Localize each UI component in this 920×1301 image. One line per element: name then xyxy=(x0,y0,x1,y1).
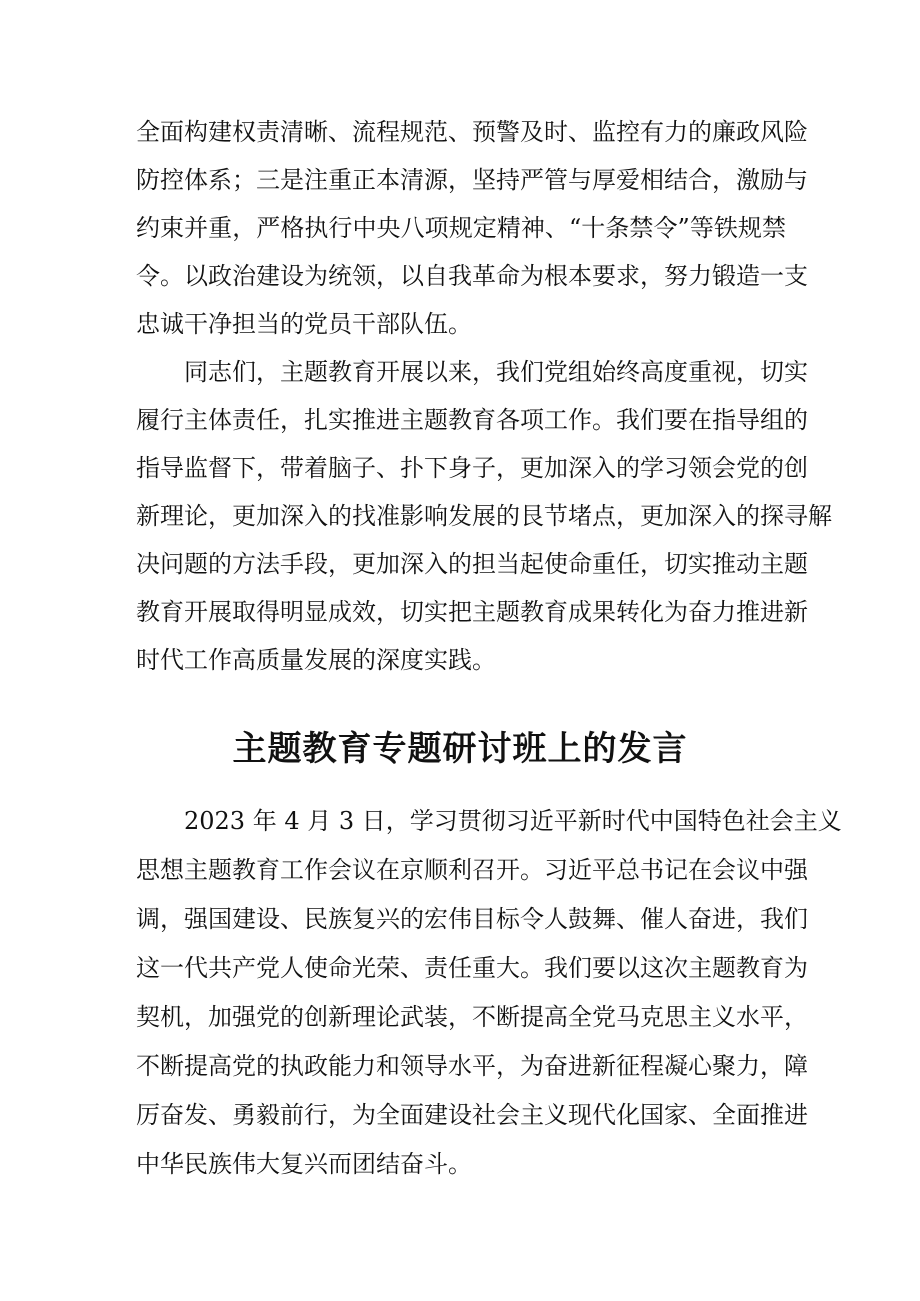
paragraph-2-line: 指导监督下，带着脑子、扑下身子，更加深入的学习领会党的创 xyxy=(136,454,808,482)
paragraph-2-line: 履行主体责任，扎实推进主题教育各项工作。我们要在指导组的 xyxy=(136,406,808,434)
paragraph-3-line: 厉奋发、勇毅前行，为全面建设社会主义现代化国家、全面推进 xyxy=(136,1101,808,1129)
paragraph-3-line: 中华民族伟大复兴而团结奋斗。 xyxy=(136,1150,472,1178)
paragraph-1-line: 令。以政治建设为统领，以自我革命为根本要求，努力锻造一支 xyxy=(136,262,808,290)
paragraph-2-line: 同志们，主题教育开展以来，我们党组始终高度重视，切实 xyxy=(184,358,808,386)
paragraph-2-line: 决问题的方法手段，更加深入的担当起使命重任，切实推动主题 xyxy=(136,550,808,578)
paragraph-1-line: 防控体系；三是注重正本清源，坚持严管与厚爱相结合，激励与 xyxy=(136,166,808,194)
paragraph-3-line: 不断提高党的执政能力和领导水平，为奋进新征程凝心聚力，障 xyxy=(136,1052,808,1080)
section-title: 主题教育专题研讨班上的发言 xyxy=(232,729,688,769)
paragraph-1-line: 全面构建权责清晰、流程规范、预警及时、监控有力的廉政风险 xyxy=(136,118,808,146)
paragraph-3-line: 这一代共产党人使命光荣、责任重大。我们要以这次主题教育为 xyxy=(136,954,808,982)
paragraph-3-line: 思想主题教育工作会议在京顺利召开。习近平总书记在会议中强 xyxy=(136,856,808,884)
paragraph-2-line: 教育开展取得明显成效，切实把主题教育成果转化为奋力推进新 xyxy=(136,598,808,626)
paragraph-3-line: 2023 年 4 月 3 日，学习贯彻习近平新时代中国特色社会主义 xyxy=(184,807,842,835)
paragraph-2-line: 新理论，更加深入的找准影响发展的艮节堵点，更加深入的探寻解 xyxy=(136,502,832,530)
paragraph-2-line: 时代工作高质量发展的深度实践。 xyxy=(136,646,496,674)
paragraph-1-line: 约束并重，严格执行中央八项规定精神、“十条禁令”等铁规禁 xyxy=(136,214,786,242)
paragraph-3-line: 调，强国建设、民族复兴的宏伟目标令人鼓舞、催人奋进，我们 xyxy=(136,905,808,933)
paragraph-1-line: 忠诚干净担当的党员干部队伍。 xyxy=(136,310,472,338)
paragraph-3-line: 契机，加强党的创新理论武装，不断提高全党马克思主义水平， xyxy=(136,1003,808,1031)
